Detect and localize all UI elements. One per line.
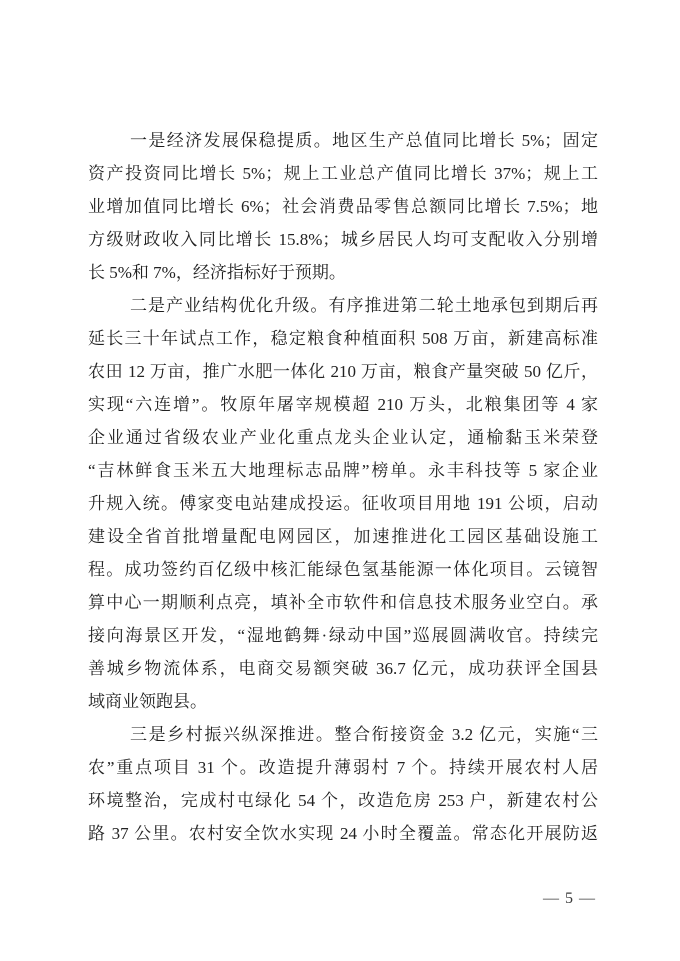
text-line: 善城乡物流体系，电商交易额突破 36.7 亿元，成功获评全国县 bbox=[88, 659, 598, 678]
paragraph-lead: 一是经济发展保稳提质。 bbox=[130, 131, 333, 150]
text-line: “吉林鲜食玉米五大地理标志品牌”榜单。永丰科技等 5 家企业 bbox=[88, 461, 598, 480]
text-line: 资产投资同比增长 5%；规上工业总产值同比增长 37%；规上工 bbox=[88, 164, 598, 183]
text-line: 升规入统。傅家变电站建成投运。征收项目用地 191 公顷，启动 bbox=[88, 494, 598, 513]
text-line: 环境整治，完成村屯绿化 54 个，改造危房 253 户，新建农村公 bbox=[88, 791, 598, 810]
paragraph-first-line: 二是产业结构优化升级。有序推进第二轮土地承包到期后再 bbox=[130, 296, 598, 315]
text-line: 程。成功签约百亿级中核汇能绿色氢基能源一体化项目。云镜智 bbox=[88, 560, 598, 579]
paragraph-lead: 三是乡村振兴纵深推进。 bbox=[130, 725, 335, 744]
text-line: 实现“六连增”。牧原年屠宰规模超 210 万头，北粮集团等 4 家 bbox=[88, 395, 598, 414]
text-line: 建设全省首批增量配电网园区，加速推进化工园区基础设施工 bbox=[88, 527, 598, 546]
text-line: 域商业领跑县。 bbox=[88, 692, 207, 711]
text-line: 路 37 公里。农村安全饮水实现 24 小时全覆盖。常态化开展防返 bbox=[88, 824, 598, 843]
text-line: 方级财政收入同比增长 15.8%；城乡居民人均可支配收入分别增 bbox=[88, 230, 598, 249]
text-line: 长 5%和 7%，经济指标好于预期。 bbox=[88, 263, 346, 282]
paragraph bbox=[88, 289, 598, 718]
text-line: 企业通过省级农业产业化重点龙头企业认定，通榆黏玉米荣登 bbox=[88, 428, 598, 447]
text-line: 算中心一期顺利点亮，填补全市软件和信息技术服务业空白。承 bbox=[88, 593, 598, 612]
text-line: 农”重点项目 31 个。改造提升薄弱村 7 个。持续开展农村人居 bbox=[88, 758, 598, 777]
text-line: 业增加值同比增长 6%；社会消费品零售总额同比增长 7.5%；地 bbox=[88, 197, 598, 216]
paragraph bbox=[88, 124, 598, 289]
text-line: 农田 12 万亩，推广水肥一体化 210 万亩，粮食产量突破 50 亿斤， bbox=[88, 362, 598, 381]
page-footer bbox=[543, 887, 596, 911]
page-number: — 5 — bbox=[543, 890, 596, 907]
paragraph-first-line: 一是经济发展保稳提质。地区生产总值同比增长 5%；固定 bbox=[130, 131, 598, 150]
paragraph-lead: 二是产业结构优化升级。 bbox=[130, 296, 329, 315]
text-line: 延长三十年试点工作，稳定粮食种植面积 508 万亩，新建高标准 bbox=[88, 329, 598, 348]
paragraph-first-line: 三是乡村振兴纵深推进。整合衔接资金 3.2 亿元，实施“三 bbox=[130, 725, 598, 744]
paragraph bbox=[88, 718, 598, 850]
document-text bbox=[88, 124, 598, 850]
text-line: 接向海景区开发，“湿地鹤舞·绿动中国”巡展圆满收官。持续完 bbox=[88, 626, 598, 645]
